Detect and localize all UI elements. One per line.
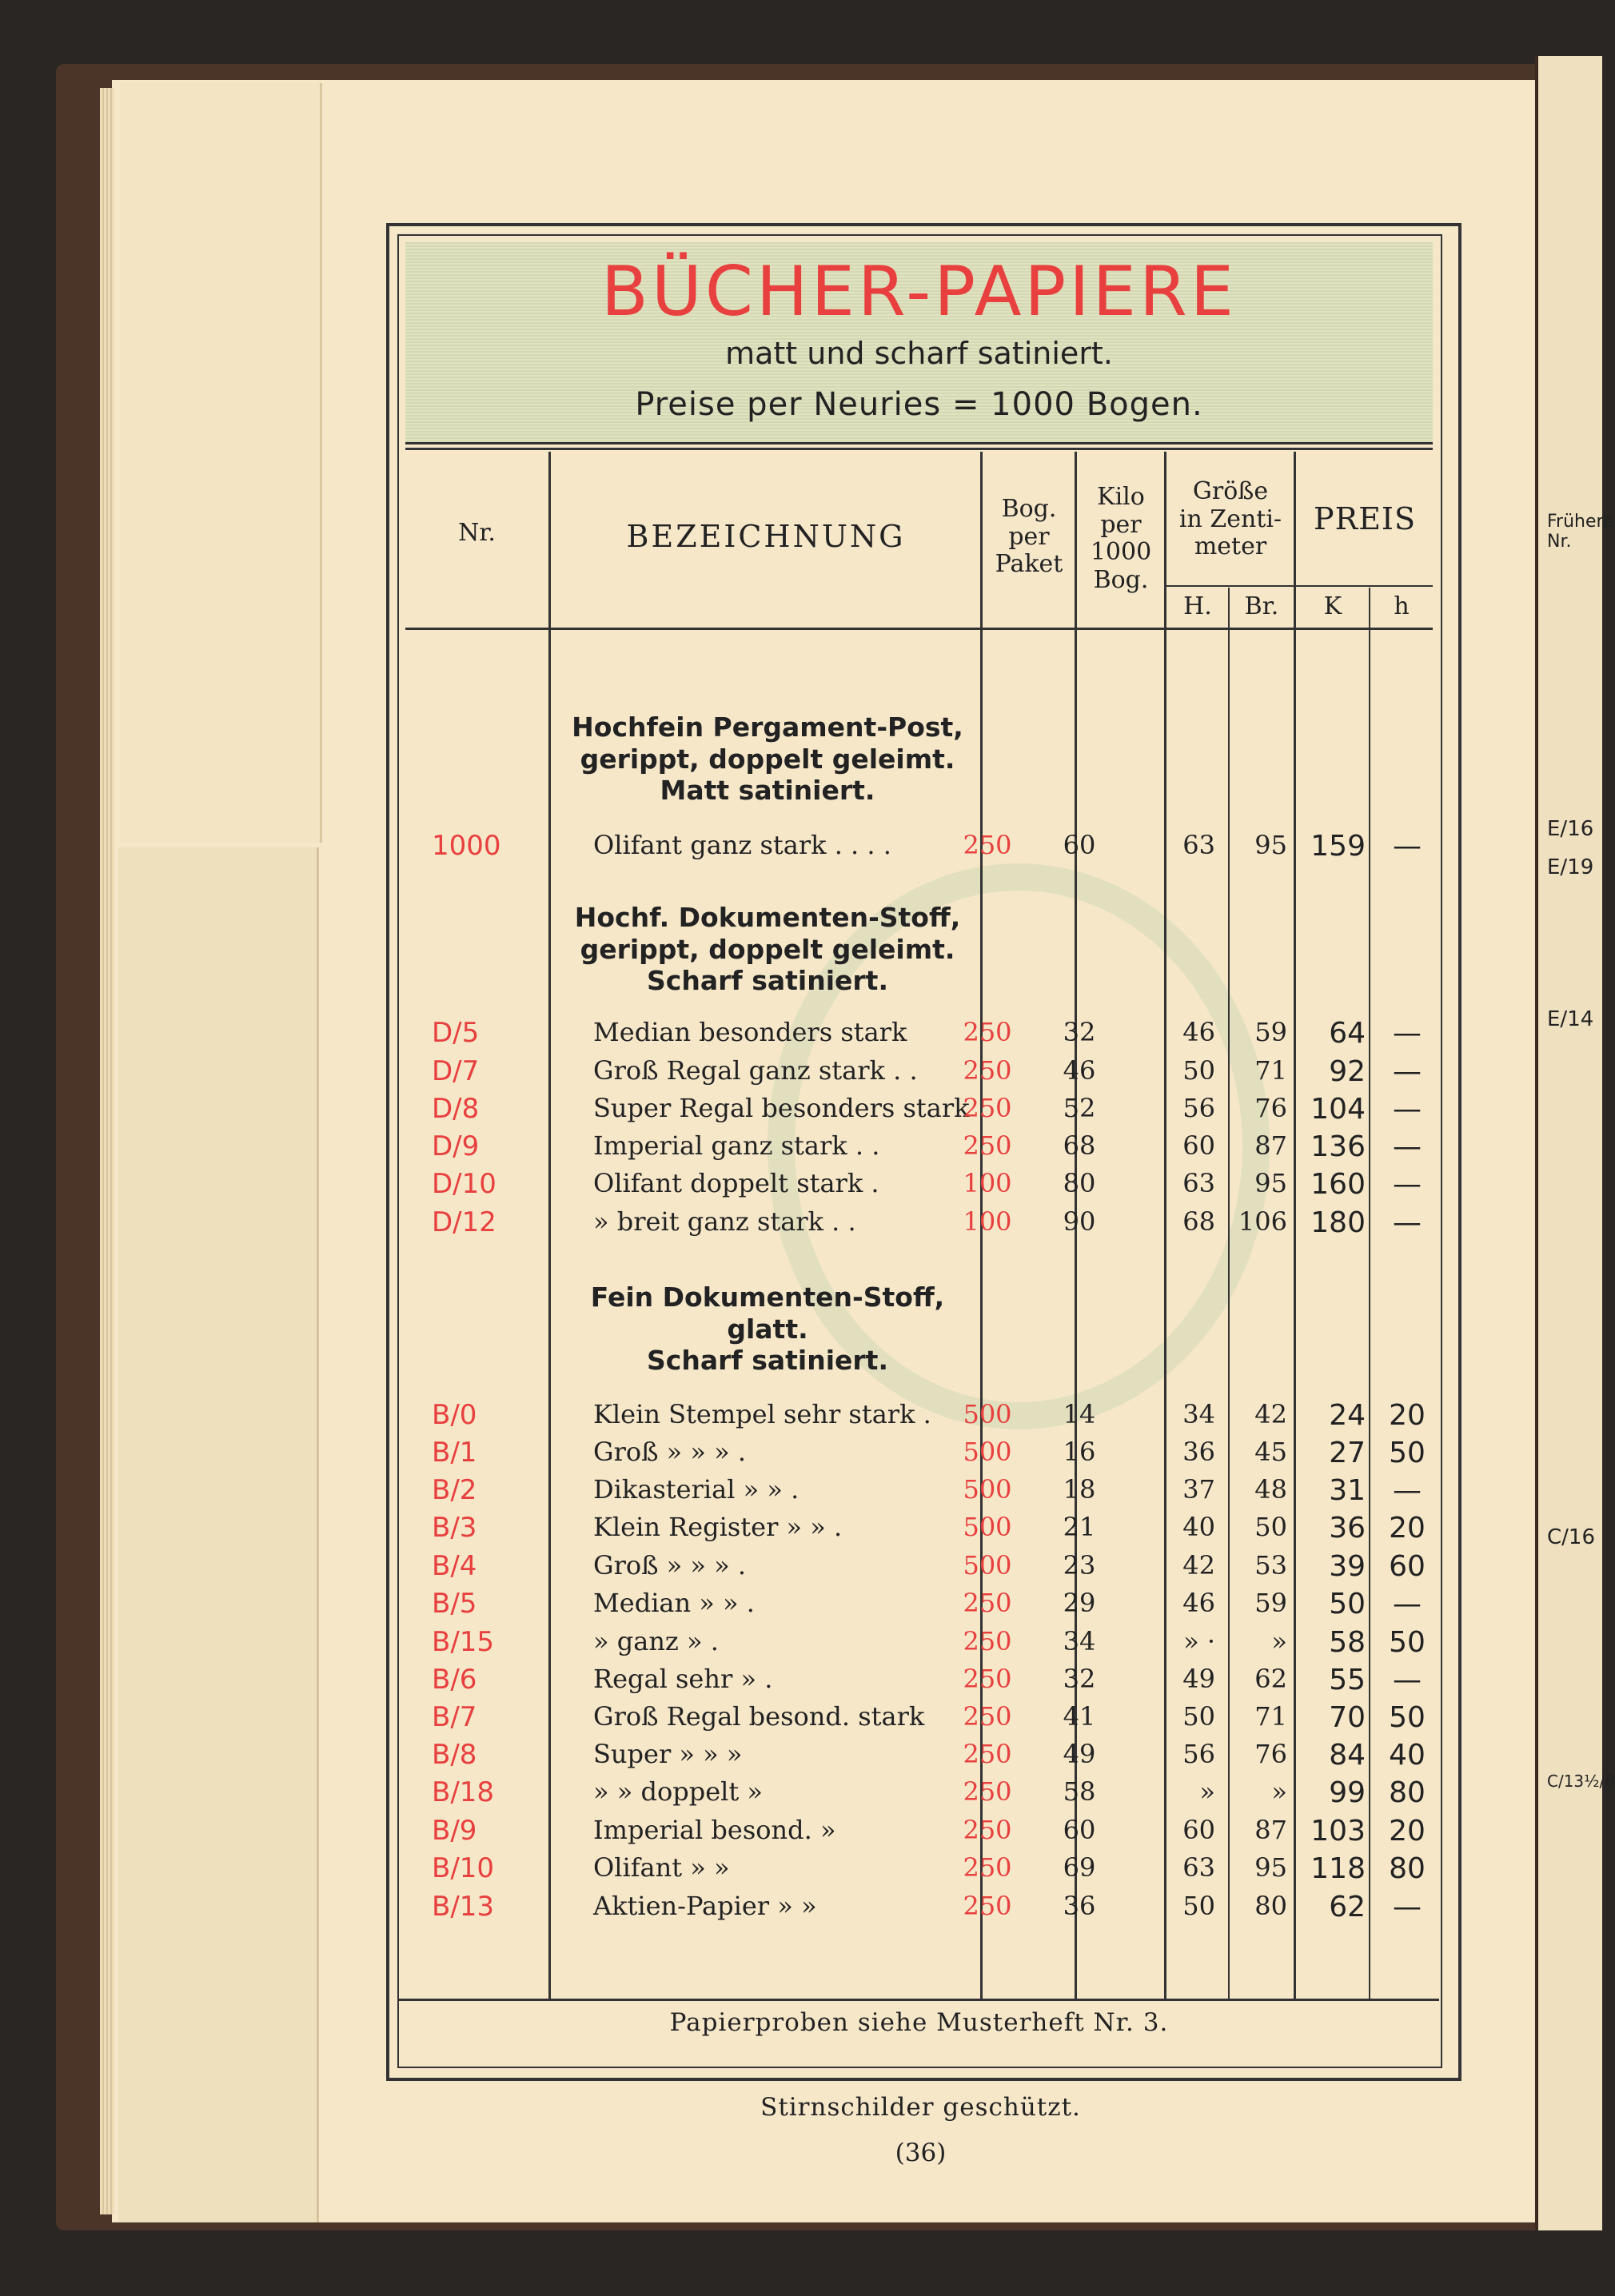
cell-kilo: 29 [1063,1588,1096,1618]
cell-br: 59 [1254,1588,1287,1618]
cell-hh: — [1393,1664,1422,1696]
col-bezeichnung: BEZEICHNUNG [626,519,906,554]
cell-bez: Groß » » » . [593,1550,747,1580]
cell-bez: Groß Regal ganz stark . . [593,1055,918,1086]
cell-h: 63 [1182,1168,1215,1198]
column-header-rule [405,628,1433,630]
section-heading: Hochf. Dokumenten-Stoff, gerippt, doppelt geleimt. Scharf satiniert. [574,902,961,997]
cell-kilo: 21 [1063,1512,1096,1542]
cell-hh: — [1393,1206,1422,1239]
cell-h: 46 [1182,1017,1215,1047]
cell-nr: B/7 [432,1701,477,1733]
cell-bog: 250 [963,830,1012,860]
cell-bog: 100 [963,1206,1012,1237]
cell-br: » [1271,1776,1287,1807]
cell-bog: 250 [963,1130,1012,1161]
cell-kilo: 34 [1063,1626,1096,1656]
cell-bog: 250 [963,1093,1012,1123]
cell-kilo: 69 [1063,1852,1096,1883]
col-groesse: Größe in Zenti- meter [1178,477,1282,560]
cell-k: 55 [1329,1664,1366,1696]
cell-kilo: 52 [1063,1093,1096,1123]
col-nr: Nr. [458,519,496,547]
cell-nr: D/8 [432,1093,480,1125]
cell-kilo: 80 [1063,1168,1096,1198]
table-row [400,1168,1439,1205]
cell-hh: — [1393,1093,1422,1126]
cell-h: 34 [1182,1399,1215,1429]
cell-k: 58 [1329,1626,1366,1659]
cell-bez: Super Regal besonders stark [593,1093,970,1123]
next-page-code: E/16 [1547,817,1594,841]
cell-bog: 500 [963,1512,1012,1542]
table-row [400,1093,1439,1130]
cell-bez: » » doppelt » [593,1776,763,1807]
table-row [400,1588,1439,1624]
cell-kilo: 46 [1063,1055,1096,1086]
cell-k: 39 [1329,1550,1366,1583]
page-tab [118,847,319,2222]
cell-k: 92 [1329,1055,1366,1088]
cell-hh: — [1393,830,1422,863]
table-row [400,1474,1439,1511]
cell-bog: 250 [963,1701,1012,1732]
cell-br: 76 [1254,1739,1287,1769]
table-row [400,1626,1439,1663]
cell-bez: » breit ganz stark . . [593,1206,856,1237]
cell-nr: D/12 [432,1206,496,1238]
cell-hh: 50 [1389,1626,1426,1659]
cell-hh: — [1393,1055,1422,1088]
page-title: BÜCHER-PAPIERE [600,252,1238,332]
cell-hh: — [1393,1588,1422,1620]
cell-h: 63 [1182,1852,1215,1883]
cell-kilo: 49 [1063,1739,1096,1769]
next-page-code: C/13½/8 [1547,1772,1615,1791]
col-k: K [1323,592,1342,620]
cell-kilo: 60 [1063,1815,1096,1845]
cell-bez: Super » » » [593,1739,743,1769]
cell-bog: 250 [963,1776,1012,1807]
cell-h: 50 [1182,1891,1215,1921]
cell-br: 80 [1254,1891,1287,1921]
table-row [400,1399,1439,1436]
cell-k: 70 [1329,1701,1366,1734]
cell-hh: 20 [1389,1512,1426,1545]
col-kilo: Kilo per 1000 Bog. [1090,483,1152,594]
cell-nr: D/7 [432,1055,480,1087]
cell-h: 60 [1182,1130,1215,1161]
price-note: Preise per Neuries = 1000 Bogen. [635,386,1203,423]
cell-h: 37 [1182,1474,1215,1505]
table-row [400,1664,1439,1700]
table-row [400,1017,1439,1054]
cell-nr: D/5 [432,1017,480,1049]
cell-k: 180 [1310,1206,1366,1239]
cell-k: 27 [1329,1437,1366,1469]
cell-kilo: 90 [1063,1206,1096,1237]
cell-bog: 250 [963,1055,1012,1086]
table-row [400,1437,1439,1473]
col-preis: PREIS [1314,501,1416,536]
cell-bog: 250 [963,1664,1012,1694]
cell-kilo: 58 [1063,1776,1096,1807]
cell-bog: 500 [963,1399,1012,1429]
next-page-label: Frühere Nr. [1547,512,1614,552]
cell-br: 71 [1254,1701,1287,1732]
cell-hh: — [1393,1130,1422,1163]
cell-h: 56 [1182,1739,1215,1769]
cell-hh: 20 [1389,1815,1426,1848]
col-hh: h [1394,592,1410,620]
cell-kilo: 16 [1063,1437,1096,1467]
cell-br: 76 [1254,1093,1287,1123]
cell-k: 64 [1329,1017,1366,1050]
cell-bog: 500 [963,1474,1012,1505]
cell-kilo: 36 [1063,1891,1096,1921]
cell-k: 99 [1329,1776,1366,1809]
cell-nr: B/6 [432,1664,477,1696]
cell-h: 50 [1182,1701,1215,1732]
cell-nr: B/1 [432,1437,477,1469]
cell-bez: Imperial ganz stark . . [593,1130,880,1161]
cell-hh: 40 [1389,1739,1426,1772]
table-row [400,1776,1439,1813]
cell-bez: Aktien-Papier » » [593,1891,817,1921]
cell-bog: 250 [963,1739,1012,1769]
cell-hh: 80 [1389,1776,1426,1809]
cell-k: 24 [1329,1399,1366,1432]
cell-nr: D/9 [432,1130,480,1162]
cell-hh: 80 [1389,1852,1426,1885]
cell-bog: 250 [963,1815,1012,1845]
cell-k: 104 [1310,1093,1366,1126]
cell-br: 106 [1238,1206,1287,1237]
preis-subrule [1294,585,1433,587]
cell-bog: 250 [963,1588,1012,1618]
table-row [400,1701,1439,1738]
table-row [400,1512,1439,1549]
cell-k: 31 [1329,1474,1366,1507]
cell-nr: B/13 [432,1891,495,1923]
cell-bog: 250 [963,1626,1012,1656]
cell-h: 60 [1182,1815,1215,1845]
cell-bez: » ganz » . [593,1626,719,1656]
cell-kilo: 14 [1063,1399,1096,1429]
cell-hh: 60 [1389,1550,1426,1583]
col-bog: Bog. per Paket [995,495,1063,578]
cell-k: 36 [1329,1512,1366,1545]
cell-bog: 250 [963,1891,1012,1921]
cell-bog: 500 [963,1437,1012,1467]
table-row [400,1815,1439,1852]
footer-note: Papierproben siehe Musterheft Nr. 3. [669,2008,1169,2037]
next-page-code: E/14 [1547,1007,1594,1031]
cell-br: 62 [1254,1664,1287,1694]
cell-nr: B/18 [432,1776,495,1808]
next-page-code: E/19 [1547,855,1594,879]
cell-h: 63 [1182,830,1215,860]
cell-h: 42 [1182,1550,1215,1580]
cell-kilo: 32 [1063,1017,1096,1047]
col-h: H. [1183,592,1212,620]
cell-h: » [1199,1776,1215,1807]
cell-br: 71 [1254,1055,1287,1086]
cell-h: 46 [1182,1588,1215,1618]
cell-h: 40 [1182,1512,1215,1542]
cell-h: 49 [1182,1664,1215,1694]
section-heading: Hochfein Pergament-Post, gerippt, doppelt geleimt. Matt satiniert. [572,712,963,807]
cell-nr: D/10 [432,1168,496,1200]
cell-k: 62 [1329,1891,1366,1923]
cell-br: 95 [1254,1852,1287,1883]
cell-br: 48 [1254,1474,1287,1505]
page-edge [100,88,114,2214]
cell-nr: B/0 [432,1399,477,1431]
cell-hh: — [1393,1891,1422,1923]
cell-bez: Klein Stempel sehr stark . [593,1399,931,1429]
cell-br: 87 [1254,1130,1287,1161]
insert-sheet [120,83,322,843]
cell-nr: B/5 [432,1588,477,1620]
cell-br: 59 [1254,1017,1287,1047]
cell-bez: Median besonders stark [593,1017,907,1047]
cell-h: » · [1183,1626,1215,1656]
cell-h: 56 [1182,1093,1215,1123]
groesse-subrule [1164,585,1294,587]
cell-kilo: 60 [1063,830,1096,860]
cell-bez: Olifant ganz stark . . . . [593,830,891,860]
cell-br: 42 [1254,1399,1287,1429]
cell-kilo: 41 [1063,1701,1096,1732]
cell-kilo: 18 [1063,1474,1096,1505]
cell-nr: B/15 [432,1626,495,1658]
page-number: (36) [895,2139,947,2167]
cell-kilo: 32 [1063,1664,1096,1694]
cell-bog: 500 [963,1550,1012,1580]
cell-br: 50 [1254,1512,1287,1542]
cell-hh: — [1393,1168,1422,1201]
cell-bez: Olifant » » [593,1852,730,1883]
cell-k: 118 [1310,1852,1366,1885]
header-rule [405,448,1433,450]
cell-bez: Klein Register » » . [593,1512,843,1542]
cell-bog: 250 [963,1017,1012,1047]
cell-hh: — [1393,1017,1422,1050]
table-row [400,1891,1439,1927]
cell-bez: Groß Regal besond. stark [593,1701,925,1732]
cell-h: 68 [1182,1206,1215,1237]
cell-nr: B/4 [432,1550,477,1582]
cell-nr: B/10 [432,1852,495,1884]
next-page-edge [1535,56,1602,2230]
cell-bez: Olifant doppelt stark . [593,1168,879,1198]
cell-k: 136 [1310,1130,1366,1163]
subtitle: matt und scharf satiniert. [725,336,1113,371]
cell-hh: 50 [1389,1701,1426,1734]
cell-br: 53 [1254,1550,1287,1580]
footer-rule [397,1999,1439,2001]
cell-k: 50 [1329,1588,1366,1620]
cell-hh: 20 [1389,1399,1426,1432]
cell-br: 95 [1254,1168,1287,1198]
cell-bez: Groß » » » . [593,1437,747,1467]
cell-br: 45 [1254,1437,1287,1467]
table-row [400,1739,1439,1776]
cell-kilo: 68 [1063,1130,1096,1161]
section-heading: Fein Dokumenten-Stoff, glatt. Scharf satiniert. [590,1282,945,1377]
cell-nr: B/9 [432,1815,477,1847]
cell-bez: Dikasterial » » . [593,1474,800,1505]
cell-bez: Median » » . [593,1588,755,1618]
table-row [400,1206,1439,1243]
cell-bez: Imperial besond. » [593,1815,836,1845]
cell-nr: B/2 [432,1474,477,1506]
cell-h: 36 [1182,1437,1215,1467]
cell-k: 103 [1310,1815,1366,1848]
cell-bez: Regal sehr » . [593,1664,773,1694]
below-note: Stirnschilder geschützt. [760,2093,1081,2122]
table-row [400,1055,1439,1092]
cell-bog: 250 [963,1852,1012,1883]
cell-bog: 100 [963,1168,1012,1198]
table-row [400,1130,1439,1167]
table-row [400,1550,1439,1587]
cell-br: 87 [1254,1815,1287,1845]
cell-hh: — [1393,1474,1422,1507]
cell-k: 159 [1310,830,1366,863]
col-br: Br. [1244,592,1279,620]
cell-nr: 1000 [432,830,501,862]
cell-k: 160 [1310,1168,1366,1201]
cell-k: 84 [1329,1739,1366,1772]
cell-br: 95 [1254,830,1287,860]
table-row [400,1852,1439,1889]
cell-h: 50 [1182,1055,1215,1086]
next-page-code: C/16 [1547,1525,1595,1549]
cell-br: » [1271,1626,1287,1656]
cell-kilo: 23 [1063,1550,1096,1580]
cell-nr: B/3 [432,1512,477,1544]
cell-nr: B/8 [432,1739,477,1771]
table-row [400,830,1439,867]
cell-hh: 50 [1389,1437,1426,1469]
